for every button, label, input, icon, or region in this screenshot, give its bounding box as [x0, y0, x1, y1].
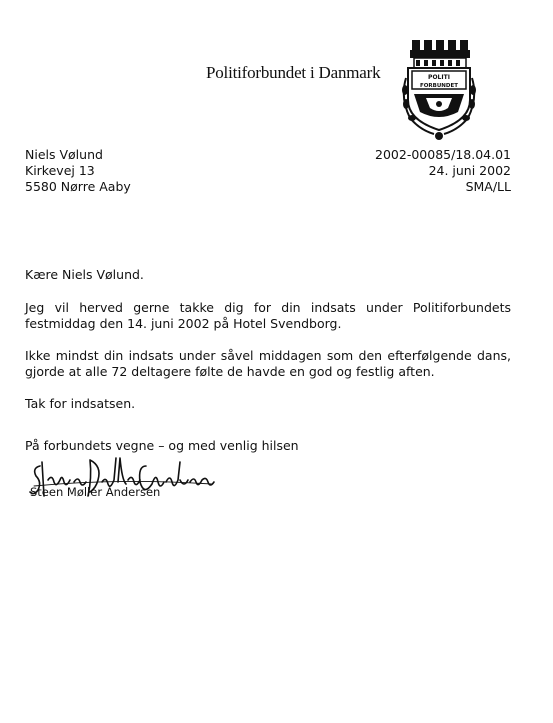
initials: SMA/LL — [465, 179, 511, 194]
paragraph-thanks: Jeg vil herved gerne takke dig for din indsats under Politiforbundets festmiddag den 14. juni 2002 på Hotel Svendborg. — [25, 300, 511, 331]
journal-number: 2002-00085/18.04.01 — [375, 147, 511, 162]
svg-text:FORBUNDET: FORBUNDET — [419, 83, 459, 89]
paragraph-closing-thanks: Tak for indsatsen. — [25, 396, 136, 411]
recipient-address — [25, 147, 131, 195]
police-union-crest-logo — [400, 38, 478, 143]
paragraph-details: Ikke mindst din indsats under såvel middagen som den efterfølgende dans, gjorde at alle 72 deltagere følte de havde en god og festlig aften. — [25, 348, 511, 379]
letter-date: 24. juni 2002 — [428, 163, 511, 178]
recipient-name: Niels Vølund — [25, 147, 103, 162]
recipient-street: Kirkevej 13 — [25, 163, 95, 178]
closing-line: På forbundets vegne – og med venlig hilsen — [25, 438, 299, 453]
svg-text:POLITI: POLITI — [428, 74, 450, 81]
salutation: Kære Niels Vølund. — [25, 267, 144, 282]
recipient-city: 5580 Nørre Aaby — [25, 179, 131, 194]
reference-block — [375, 147, 511, 195]
organization-name: Politiforbundet i Danmark — [206, 63, 381, 82]
signatory-name: Steen Møller Andersen — [30, 485, 161, 499]
